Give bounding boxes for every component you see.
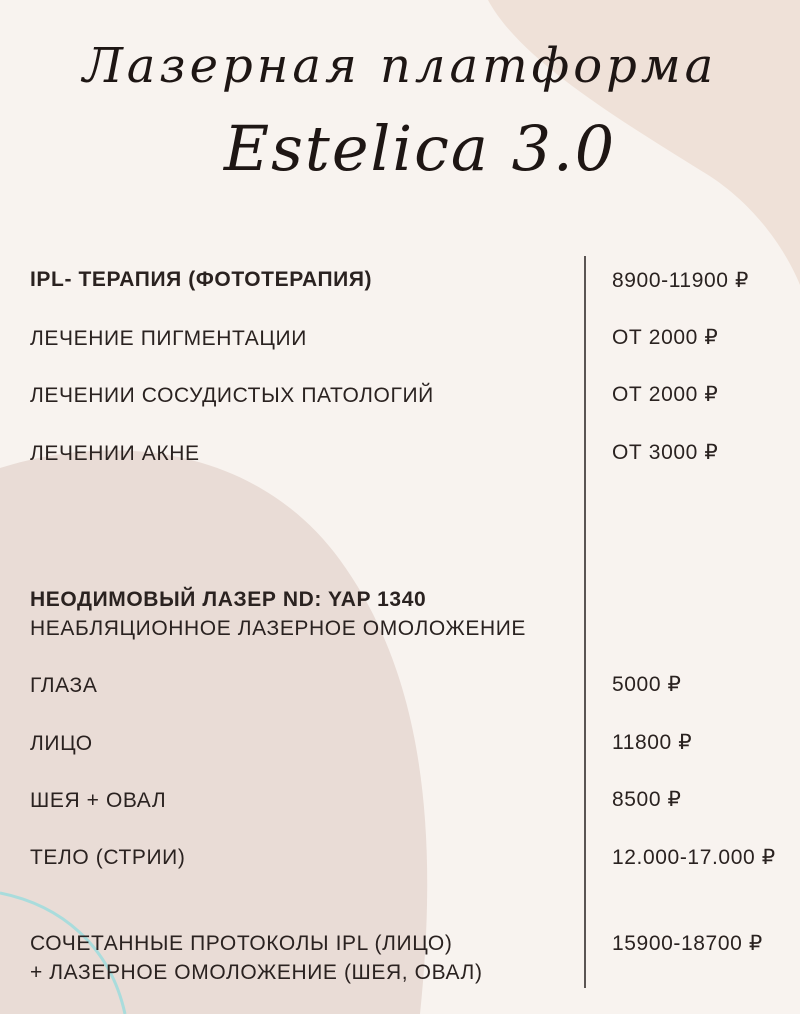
laser-subheading: НЕАБЛЯЦИОННОЕ ЛАЗЕРНОЕ ОМОЛОЖЕНИЕ (30, 617, 527, 640)
ipl-heading-price: 8900-11900 ₽ (612, 269, 749, 292)
laser-item-price: 12.000-17.000 ₽ (612, 846, 776, 869)
laser-item-label: ТЕЛО (СТРИИ) (30, 846, 186, 869)
ipl-item-price: ОТ 2000 ₽ (612, 326, 719, 349)
laser-item-price: 8500 ₽ (612, 788, 682, 811)
laser-heading: НЕОДИМОВЫЙ ЛАЗЕР ND: YAP 1340 (30, 588, 427, 611)
combo-label-line-2: + ЛАЗЕРНОЕ ОМОЛОЖЕНИЕ (ШЕЯ, ОВАЛ) (30, 961, 483, 984)
ipl-item-label: ЛЕЧЕНИЕ ПИГМЕНТАЦИИ (30, 327, 307, 350)
ipl-heading: IPL- ТЕРАПИЯ (ФОТОТЕРАПИЯ) (30, 268, 373, 291)
ipl-item-price: ОТ 2000 ₽ (612, 383, 719, 406)
combo-label-line-1: СОЧЕТАННЫЕ ПРОТОКОЛЫ IPL (ЛИЦО) (30, 932, 453, 955)
combo-price: 15900-18700 ₽ (612, 932, 763, 955)
ipl-item-label: ЛЕЧЕНИИ СОСУДИСТЫХ ПАТОЛОГИЙ (30, 384, 434, 407)
column-divider (584, 256, 586, 988)
laser-item-label: ЛИЦО (30, 732, 93, 755)
laser-item-label: ШЕЯ + ОВАЛ (30, 789, 167, 812)
laser-item-price: 11800 ₽ (612, 731, 693, 754)
laser-item-price: 5000 ₽ (612, 673, 682, 696)
laser-item-label: ГЛАЗА (30, 674, 98, 697)
ipl-item-label: ЛЕЧЕНИИ АКНЕ (30, 442, 200, 465)
title-line-2: Estelica 3.0 (223, 112, 617, 185)
title-line-1: Лазерная платформа (82, 38, 718, 94)
ipl-item-price: ОТ 3000 ₽ (612, 441, 719, 464)
